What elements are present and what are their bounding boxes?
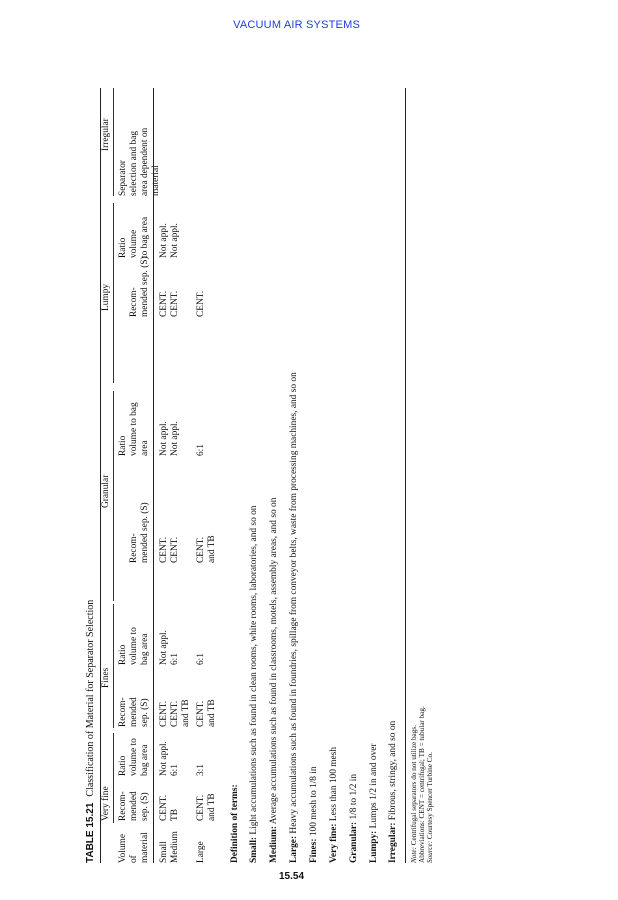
- note-line: Note: Centrifugal separators do not utilize bags.: [410, 725, 418, 863]
- row-medium-gr-sep: CENT.: [170, 536, 180, 563]
- source-line: Source: Courtesy Spencer Turbine Co.: [426, 752, 434, 863]
- group-line: [113, 88, 114, 196]
- definition-granular: Granular: 1/8 to 1/2 in: [349, 773, 359, 863]
- row-large-fi-ratio: 6:1: [196, 653, 206, 665]
- row-medium-vf-sep: TB: [170, 809, 180, 821]
- definition-very-fine: Very fine: Less than 100 mesh: [329, 746, 339, 863]
- row-medium-fi-sep: CENT. and TB: [170, 699, 191, 727]
- row-large-vf-sep: CENT. and TB: [196, 793, 217, 821]
- fines-sep-header: Recom- mended sep. (S): [118, 697, 150, 727]
- row-large-lu-sep: CENT.: [196, 290, 206, 317]
- table-bottom-rule: [405, 88, 406, 863]
- granular-ratio-header: Ratio volume to bag area: [118, 402, 150, 456]
- row-small-fi-ratio: Not appl.: [159, 630, 169, 665]
- group-lumpy: Lumpy: [101, 283, 111, 311]
- group-very-fine: Very fine: [101, 786, 111, 821]
- granular-sep-header: Recom- mended sep. (S): [129, 502, 150, 563]
- very-fine-sep-header: Recom- mended sep. (S): [118, 791, 150, 821]
- definition-medium: Medium: Average accumulations such as found in classrooms, motels, assembly areas, and so on: [269, 497, 279, 863]
- definition-irregular: Irregular: Fibrous, stringy, and so on: [388, 720, 398, 863]
- fines-ratio-header: Ratio volume to bag area: [118, 627, 150, 665]
- row-small-vf-ratio: Not appl.: [159, 741, 169, 776]
- row-medium-lu-ratio: Not appl.: [170, 223, 180, 258]
- group-granular: Granular: [101, 474, 111, 508]
- row-small-lu-sep: CENT.: [159, 290, 169, 317]
- group-line: [113, 391, 114, 601]
- table-title: Classification of Material for Separator Selection: [85, 599, 96, 797]
- rotated-table-page: [85, 88, 435, 863]
- row-small-gr-sep: CENT.: [159, 536, 169, 563]
- row-medium-lu-sep: CENT.: [170, 290, 180, 317]
- row-medium-gr-ratio: Not appl.: [170, 421, 180, 456]
- irregular-header: Separator selection and bag area dependent on material: [118, 127, 161, 196]
- row-small-volume: Small: [159, 841, 169, 863]
- definition-fines: Fines: 100 mesh to 1/8 in: [309, 766, 319, 863]
- row-large-gr-sep: CENT. and TB: [196, 535, 217, 563]
- volume-header: Volume of material: [118, 832, 150, 863]
- definitions-title: Definition of terms:: [230, 784, 240, 863]
- row-medium-volume: Medium: [170, 831, 180, 863]
- row-small-vf-sep: CENT.: [159, 794, 169, 821]
- row-small-lu-ratio: Not appl.: [159, 223, 169, 258]
- definition-large: Large: Heavy accumulations such as found in foundries, spillage from conveyor belts, waste from processing machines, and so on: [289, 372, 299, 863]
- row-medium-fi-ratio: 6:1: [170, 653, 180, 665]
- row-small-gr-ratio: Not appl.: [159, 421, 169, 456]
- group-irregular: Irregular: [101, 118, 111, 151]
- lumpy-sep-header: Recom- mended sep. (S): [129, 256, 150, 317]
- table-caption: [85, 600, 96, 863]
- section-title: VACUUM AIR SYSTEMS: [233, 19, 360, 31]
- row-large-fi-sep: CENT. and TB: [196, 699, 217, 727]
- table-label: TABLE 15.21: [85, 802, 96, 863]
- group-line: [113, 604, 114, 728]
- definition-lumpy: Lumpy: Lumps 1/2 in and over: [369, 743, 379, 863]
- page-number: 15.54: [279, 871, 305, 882]
- abbreviations-line: Abbreviations: CENT = centrifugal; TB = tubular bag.: [418, 706, 426, 863]
- lumpy-ratio-header: Ratio volume to bag area: [118, 216, 150, 258]
- row-medium-vf-ratio: 6:1: [170, 764, 180, 776]
- header-bottom-rule: [153, 88, 154, 863]
- row-large-vf-ratio: 3:1: [196, 764, 206, 776]
- row-small-fi-sep: CENT.: [159, 700, 169, 727]
- group-line: [113, 733, 114, 823]
- row-large-volume: Large: [196, 841, 206, 863]
- very-fine-ratio-header: Ratio volume to bag area: [118, 738, 150, 776]
- group-line: [113, 203, 114, 383]
- row-large-gr-ratio: 6:1: [196, 444, 206, 456]
- group-fines: Fines: [101, 667, 111, 688]
- definition-small: Small: Light accumulations such as found in clean rooms, white rooms, laboratories, and so on: [249, 505, 259, 863]
